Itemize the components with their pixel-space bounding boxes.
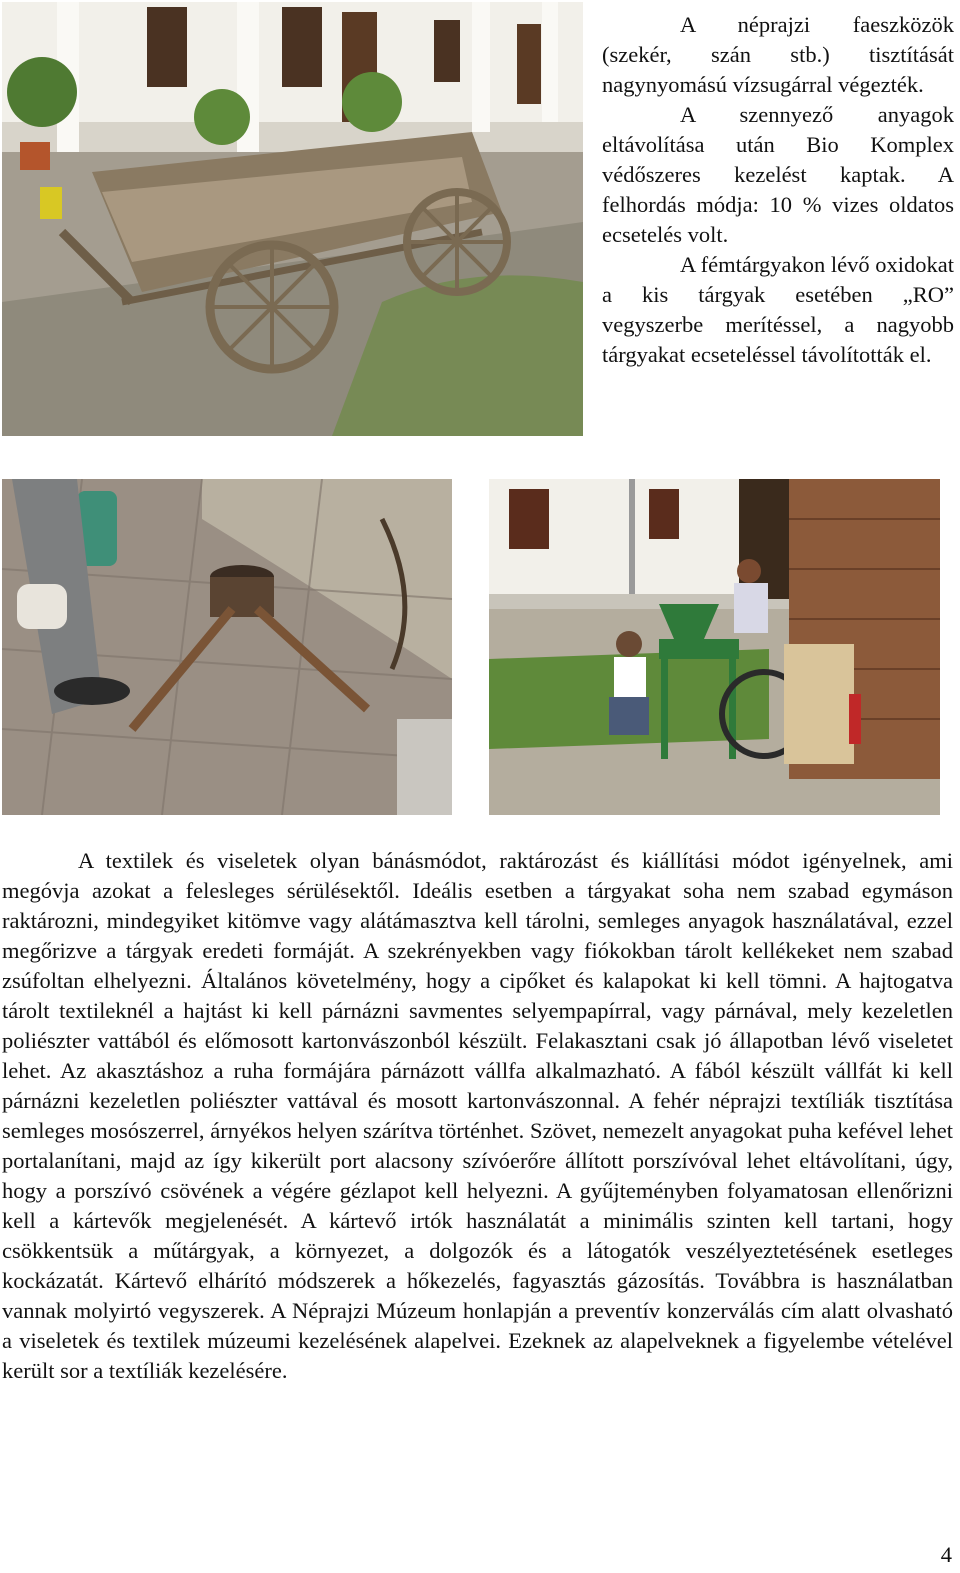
photo-wooden-tool bbox=[2, 479, 452, 815]
machine-illustration bbox=[489, 479, 940, 815]
intro-paragraph-2: A szennyező anyagok eltávolítása után Bio Komplex védőszeres kezelést kaptak. A felhordás módja: 10 % vizes oldatos ecsetelés volt. bbox=[602, 102, 954, 247]
tool-illustration bbox=[2, 479, 452, 815]
cart-illustration bbox=[2, 2, 583, 436]
photo-wooden-cart bbox=[2, 2, 583, 436]
page-number: 4 bbox=[940, 1542, 952, 1567]
photo-grain-machine bbox=[489, 479, 940, 815]
main-text-block bbox=[2, 846, 953, 1386]
main-paragraph: A textilek és viseletek olyan bánásmódot, raktározást és kiállítási módot igényelnek, ami megóvja azokat a felesleges sérülésektől. Ideális esetben a tárgyakat soha nem szabad egymáson raktározni, mindegyiket kitömve vagy alátámasztva kell tárolni, semleges anyagok használatával, ezzel megőrizve a tárgyak eredeti formáját. A szekrényekben vagy fiókokban tárolt kellékeket nem szabad zsúfoltan elhelyezni. Általános követelmény, hogy a cipőket és kalapokat ki kell tömni. A hajtogatva tárolt textileknél a hajtást ki kell párnázni savmentes selyempapírral, vagy párnával, mely kezeletlen poliészter vattából és előmosott kartonvászonból készült. Felakasztani csak jó állapotban lévő viseletet lehet. Az akasztáshoz a ruha formájára párnázott vállfa alkalmazható. A fából készült vállfát ki kell párnázni kezeletlen poliészter vattával és mosott kartonvászonnal. A fehér néprajzi textíliák tisztítása semleges mosószerrel, árnyékos helyen szárítva történhet. Szövet, nemezelt anyagokat puha kefével lehet portalanítani, majd az így kikerült port alacsony szívóerőre állított porszívóval lehet eltávolítani, úgy, hogy a porszívó csövének a végére gézlapot kell helyezni. A gyűjteményben folyamatosan ellenőrizni kell a kártevők megjelenését. A kártevő irtók használatát a minimális szinten kell tartani, hogy csökkentsük a műtárgyak, a környezet, a dolgozók és a látogatók veszélyeztetésének esetleges kockázatát. Kártevő elhárító módszerek a hőkezelés, fagyasztás gázosítás. Továbbra is használatban vannak molyirtó vegyszerek. A Néprajzi Múzeum honlapján a preventív konzerválás cím alatt olvasható a viseletek és textilek múzeumi kezelésének alapelvei. Ezeknek az alapelveknek a figyelembe vételével került sor a textíliák kezelésére. bbox=[2, 848, 953, 1383]
intro-paragraph-3: A fémtárgyakon lévő oxidokat a kis tárgyak esetében „RO” vegyszerbe merítéssel, a nagyobb tárgyakat ecseteléssel távolították el. bbox=[602, 252, 954, 367]
intro-text-column bbox=[602, 10, 954, 370]
intro-paragraph-1: A néprajzi faeszközök (szekér, szán stb.) tisztítását nagynyomású vízsugárral végezték. bbox=[602, 12, 954, 97]
